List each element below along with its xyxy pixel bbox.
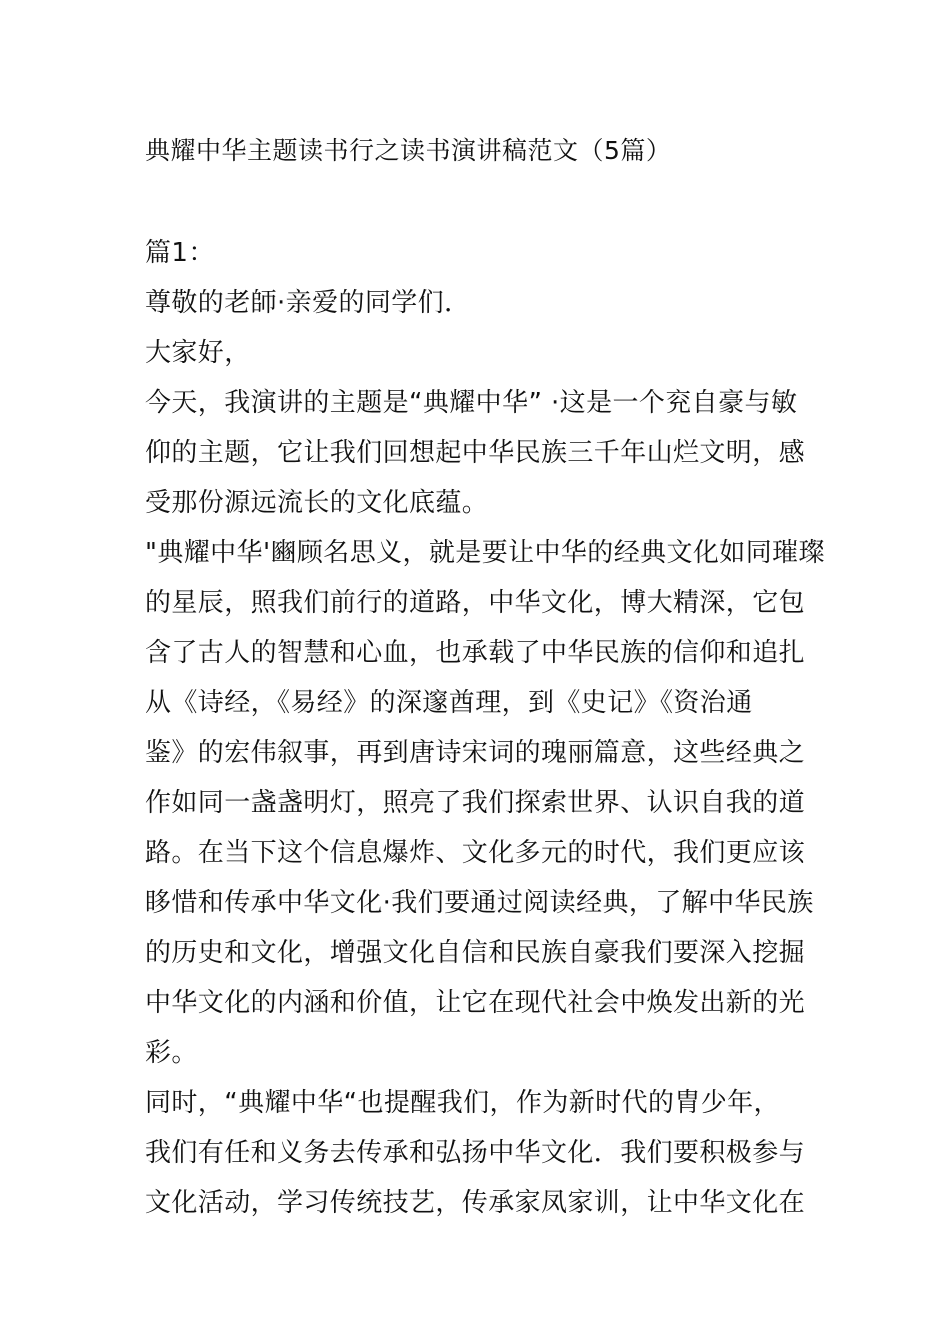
body-line: 今天，我演讲的主题是“典耀中华” ·这是一个兖自豪与敏 — [145, 388, 798, 418]
body-line: 同时，“典耀中华“也提醒我们，作为新时代的胄少年， — [145, 1088, 780, 1118]
body-line: 受那份源远流长的文化底蕴。 — [145, 488, 489, 518]
body-line: 从《诗经，《易经》的深邃酋理，到《史记》《资治通 — [145, 688, 753, 718]
body-line: "典耀中华'豳顾名思义，就是要让中华的经典文化如同璀璨 — [145, 538, 825, 568]
body-line: 的历史和文化，增强文化自信和民族自豪我们要深入挖掘 — [145, 938, 806, 968]
document-title: 典耀中华主题读书行之读书演讲稿范文（5篇） — [145, 136, 672, 165]
body-line: 路。在当下这个信息爆炸、文化多元的时代，我们更应该 — [145, 838, 806, 868]
body-line: 含了古人的智慧和心血，也承载了中华民族的信仰和追扎 — [145, 638, 806, 668]
body-line: 尊敬的老師·亲爱的同学们． — [145, 288, 471, 318]
body-line: 我们有任和义务去传承和弘扬中华文化．我们要积极参与 — [145, 1138, 806, 1168]
body-line: 篇1： — [145, 238, 215, 268]
body-line: 的星辰，照我们前行的道路，中华文化，博大精深，它包 — [145, 588, 806, 618]
document-body — [145, 232, 825, 1232]
body-line: 彩。 — [145, 1038, 198, 1068]
body-line: 仰的主题，它让我们回想起中华民族三千年山烂文明，感 — [145, 438, 806, 468]
body-line: 作如同一盏盏明灯，照亮了我们探索世界、认识自我的道 — [145, 788, 806, 818]
body-line: 文化活动，学习传统技艺，传承家凤家训，让中华文化在 — [145, 1188, 806, 1218]
body-line: 中华文化的内涵和价值，让它在现代社会中焕发出新的光 — [145, 988, 806, 1018]
body-line: 鉴》的宏伟叙事，再到唐诗宋词的瑰丽篇意，这些经典之 — [145, 738, 806, 768]
body-line: 眵惜和传承中华文化·我们要通过阅读经典，了解中华民族 — [145, 888, 814, 918]
body-line: 大家好， — [145, 338, 251, 368]
